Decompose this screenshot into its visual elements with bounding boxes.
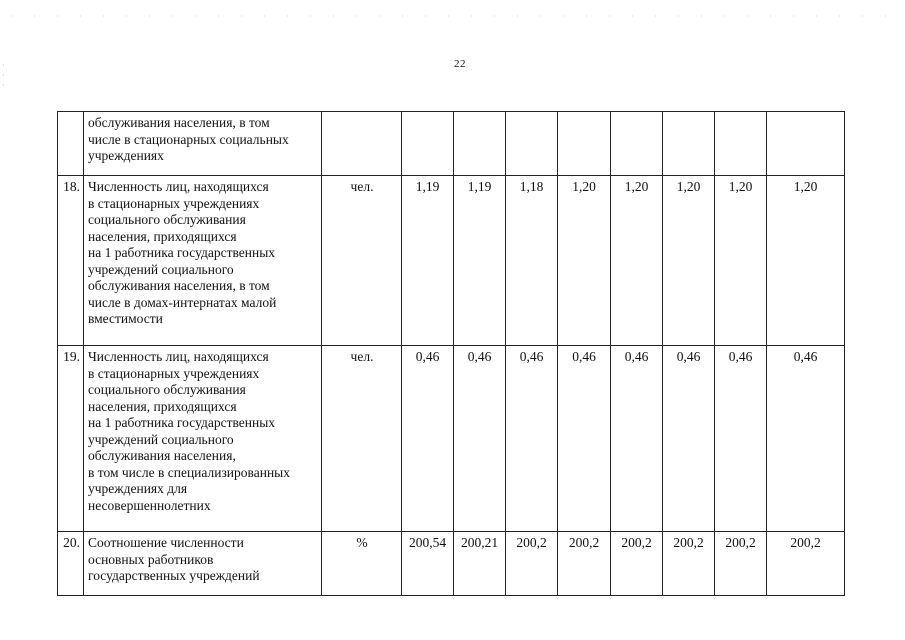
value-cell: 200,21 (454, 532, 506, 596)
value-cell (454, 112, 506, 176)
value-cell: 200,2 (663, 532, 715, 596)
value-cell: 0,46 (558, 346, 611, 532)
unit-cell: чел. (322, 176, 402, 346)
table-row (58, 346, 845, 532)
value-cell: 200,2 (558, 532, 611, 596)
row-number (58, 112, 84, 176)
value-cell: 0,46 (767, 346, 845, 532)
value-cell (715, 112, 767, 176)
indicator-description: Численность лиц, находящихся в стационарных учреждениях социального обслуживания населения, приходящихся на 1 работника государственных учреждений социального обслуживания населения, в том числе в специализированных учреждениях для несовершеннолетних (84, 346, 322, 532)
value-cell: 1,20 (611, 176, 663, 346)
value-cell (506, 112, 558, 176)
unit-cell: % (322, 532, 402, 596)
value-cell: 200,54 (402, 532, 454, 596)
value-cell: 0,46 (454, 346, 506, 532)
value-cell: 0,46 (663, 346, 715, 532)
row-number: 20. (58, 532, 84, 596)
value-cell: 1,19 (454, 176, 506, 346)
value-cell: 200,2 (767, 532, 845, 596)
indicators-table (57, 111, 845, 596)
value-cell (663, 112, 715, 176)
value-cell (402, 112, 454, 176)
unit-cell: чел. (322, 346, 402, 532)
value-cell: 1,20 (558, 176, 611, 346)
table-row (58, 112, 845, 176)
value-cell (767, 112, 845, 176)
indicator-description: обслуживания населения, в том числе в стационарных социальных учреждениях (84, 112, 322, 176)
value-cell (558, 112, 611, 176)
page-number: 22 (454, 58, 466, 70)
value-cell: 200,2 (715, 532, 767, 596)
value-cell: 1,20 (715, 176, 767, 346)
table-row (58, 176, 845, 346)
scan-noise-top (0, 14, 905, 18)
value-cell: 0,46 (402, 346, 454, 532)
value-cell: 1,20 (663, 176, 715, 346)
value-cell: 200,2 (611, 532, 663, 596)
value-cell: 1,18 (506, 176, 558, 346)
value-cell: 1,20 (767, 176, 845, 346)
indicator-description: Численность лиц, находящихся в стационарных учреждениях социального обслуживания населения, приходящихся на 1 работника государственных учреждений социального обслуживания населения, в том числе в домах-интернатах малой вместимости (84, 176, 322, 346)
value-cell: 0,46 (715, 346, 767, 532)
value-cell: 0,46 (611, 346, 663, 532)
row-number: 19. (58, 346, 84, 532)
value-cell: 0,46 (506, 346, 558, 532)
indicator-description: Соотношение численности основных работников государственных учреждений (84, 532, 322, 596)
unit-cell (322, 112, 402, 176)
table-row (58, 532, 845, 596)
value-cell: 1,19 (402, 176, 454, 346)
value-cell (611, 112, 663, 176)
row-number: 18. (58, 176, 84, 346)
value-cell: 200,2 (506, 532, 558, 596)
